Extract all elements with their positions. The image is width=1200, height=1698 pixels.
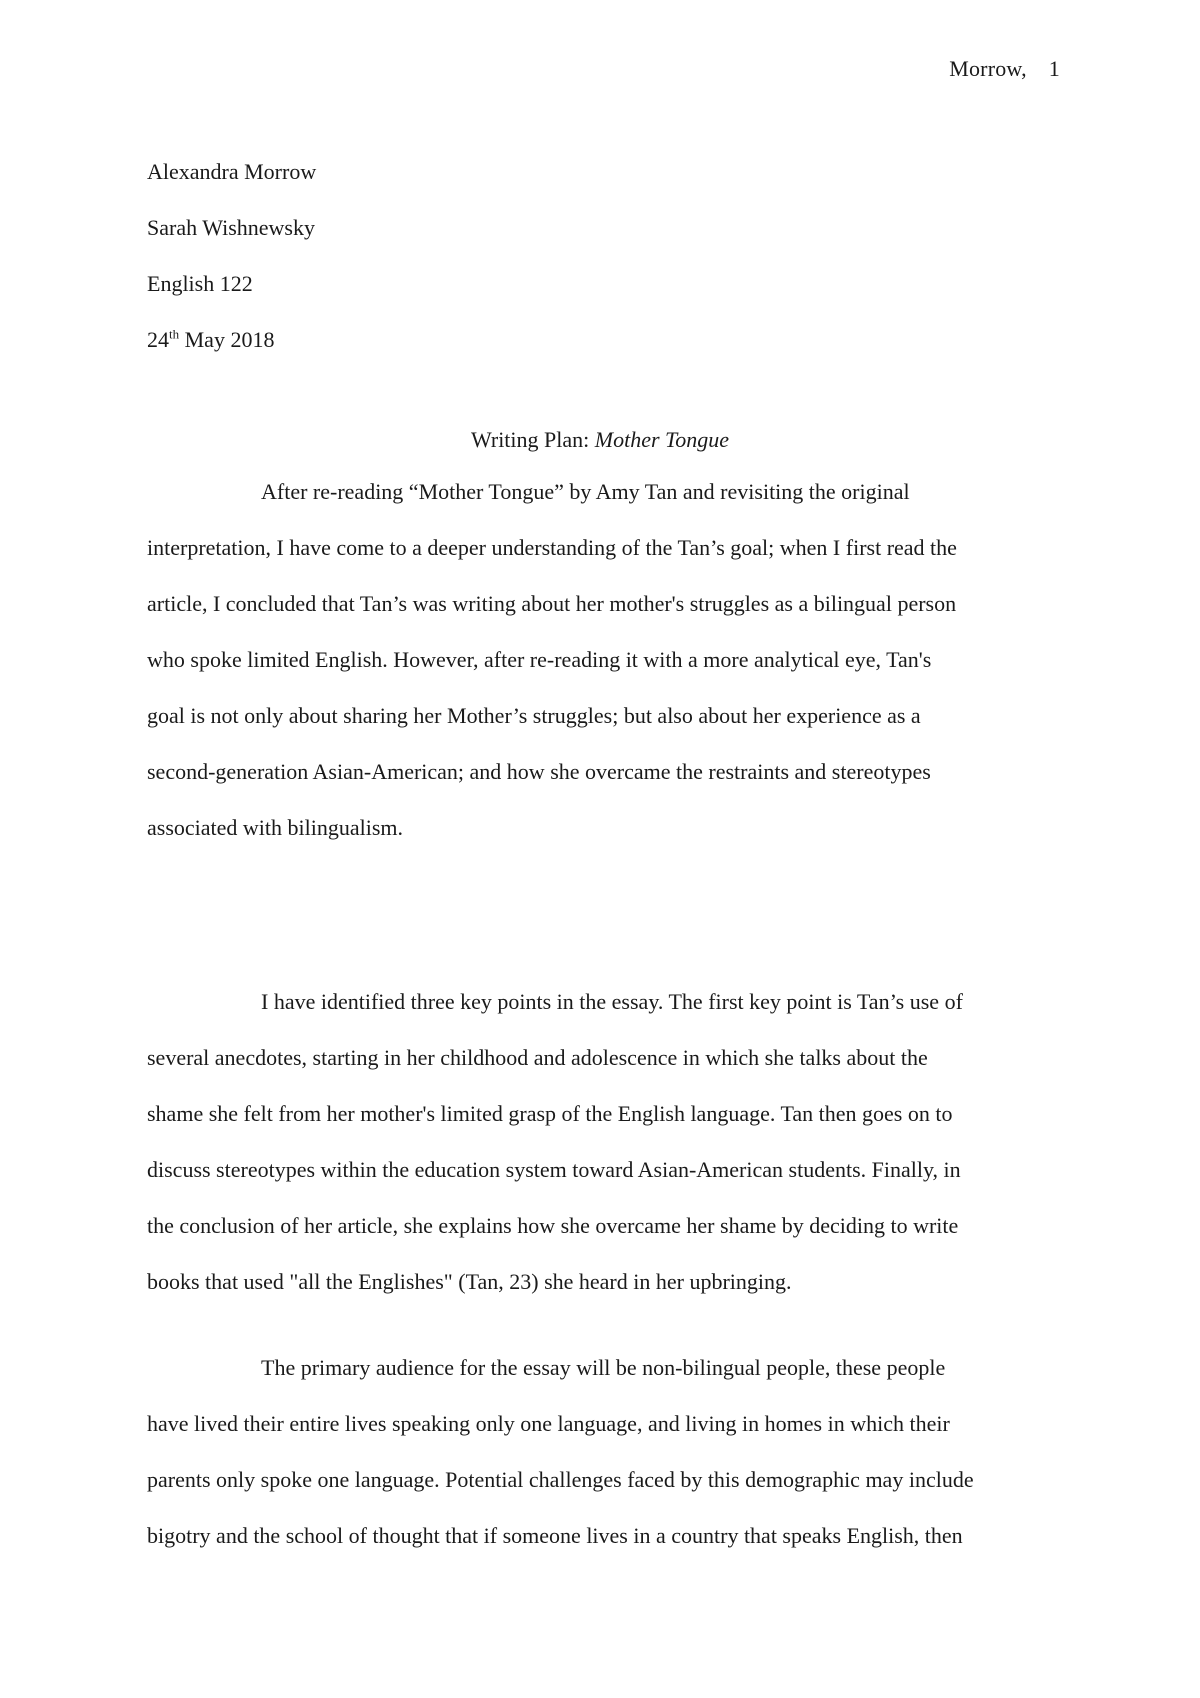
paragraph-line: have lived their entire lives speaking only one language, and living in homes in which their <box>147 1411 950 1436</box>
mla-heading <box>147 144 316 368</box>
paragraph-line: bigotry and the school of thought that if someone lives in a country that speaks English, then <box>147 1523 963 1548</box>
running-head <box>949 56 1060 82</box>
student-name: Alexandra Morrow <box>147 159 317 184</box>
paragraph-line: several anecdotes, starting in her childhood and adolescence in which she talks about the <box>147 1045 928 1070</box>
paragraph-line: parents only spoke one language. Potential challenges faced by this demographic may include <box>147 1467 974 1492</box>
date-ordinal-suffix: th <box>169 326 180 342</box>
paragraph-line: I have identified three key points in the essay. The first key point is Tan’s use of <box>261 989 963 1014</box>
paragraph-line: interpretation, I have come to a deeper understanding of the Tan’s goal; when I first read the <box>147 535 957 560</box>
paragraph-line: associated with bilingualism. <box>147 815 404 840</box>
paragraph-line: article, I concluded that Tan’s was writing about her mother's struggles as a bilingual person <box>147 591 957 616</box>
paragraph-line: shame she felt from her mother's limited grasp of the English language. Tan then goes on to <box>147 1101 953 1126</box>
paragraph-line: second-generation Asian-American; and how she overcame the restraints and stereotypes <box>147 759 931 784</box>
paragraph-2 <box>147 974 1067 1310</box>
submission-date <box>147 312 316 368</box>
instructor-name: Sarah Wishnewsky <box>147 215 315 240</box>
page-number: 1 <box>1048 56 1060 81</box>
paragraph-line: After re-reading “Mother Tongue” by Amy Tan and revisiting the original <box>261 479 910 504</box>
paragraph-3 <box>147 1340 1067 1564</box>
paragraph-line: goal is not only about sharing her Mother’s struggles; but also about her experience as a <box>147 703 921 728</box>
paragraph-line: the conclusion of her article, she explains how she overcame her shame by deciding to write <box>147 1213 959 1238</box>
running-head-surname: Morrow, <box>949 56 1027 81</box>
paragraph-line: The primary audience for the essay will be non-bilingual people, these people <box>261 1355 946 1380</box>
paragraph-1 <box>147 464 1067 856</box>
course-name: English 122 <box>147 271 253 296</box>
page-title <box>0 427 1200 453</box>
date-day: 24 <box>147 327 169 352</box>
title-work: Mother Tongue <box>594 427 730 452</box>
paragraph-line: discuss stereotypes within the education system toward Asian-American students. Finally, in <box>147 1157 961 1182</box>
paragraph-line: books that used "all the Englishes" (Tan, 23) she heard in her upbringing. <box>147 1269 792 1294</box>
paragraph-line: who spoke limited English. However, after re-reading it with a more analytical eye, Tan's <box>147 647 932 672</box>
date-month-year: May 2018 <box>179 327 275 352</box>
title-prefix: Writing Plan: <box>470 427 595 452</box>
